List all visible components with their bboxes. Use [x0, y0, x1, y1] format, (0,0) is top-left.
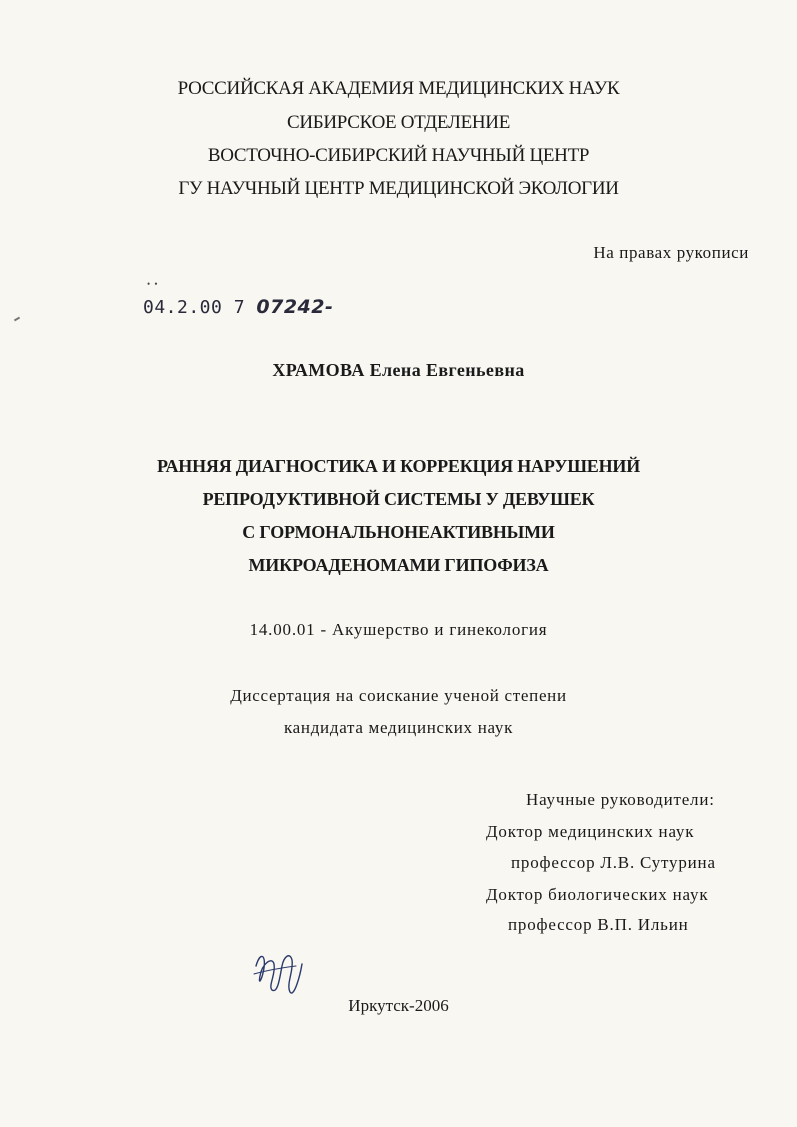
degree-line: кандидата медицинских наук	[283, 718, 514, 737]
institution-line: ВОСТОЧНО-СИБИРСКИЙ НАУЧНЫЙ ЦЕНТР	[207, 145, 590, 166]
title-line: С ГОРМОНАЛЬНОНЕАКТИВНЫМИ	[242, 522, 555, 542]
manuscript-note: На правах рукописи	[593, 243, 749, 262]
archive-number-handwritten: 07242-	[256, 296, 334, 318]
margin-mark	[14, 317, 20, 322]
institution-line: РОССИЙСКАЯ АКАДЕМИЯ МЕДИЦИНСКИХ НАУК	[177, 78, 620, 99]
archive-number	[143, 296, 333, 318]
institution-line: СИБИРСКОЕ ОТДЕЛЕНИЕ	[286, 112, 511, 133]
city-year: Иркутск-2006	[348, 996, 449, 1015]
title-line: РАННЯЯ ДИАГНОСТИКА И КОРРЕКЦИЯ НАРУШЕНИЙ	[157, 456, 640, 476]
title-line: МИКРОАДЕНОМАМИ ГИПОФИЗА	[248, 555, 549, 575]
institution-line: ГУ НАУЧНЫЙ ЦЕНТР МЕДИЦИНСКОЙ ЭКОЛОГИИ	[178, 178, 619, 199]
supervisors-heading: Научные руководители:	[526, 790, 715, 809]
degree-line: Диссертация на соискание ученой степени	[230, 686, 567, 705]
author-name: ХРАМОВА Елена Евгеньевна	[272, 360, 525, 380]
handwritten-signature	[250, 946, 310, 1002]
supervisor-degree: Доктор медицинских наук	[486, 822, 695, 841]
supervisor-name: профессор Л.В. Сутурина	[511, 853, 716, 872]
specialty-code: 14.00.01 - Акушерство и гинекология	[249, 620, 548, 639]
title-line: РЕПРОДУКТИВНОЙ СИСТЕМЫ У ДЕВУШЕК	[202, 489, 595, 509]
supervisor-name: профессор В.П. Ильин	[508, 915, 689, 934]
supervisor-degree: Доктор биологических наук	[486, 885, 709, 904]
archive-number-printed: 04.2.00 7	[143, 297, 246, 318]
archive-stamp-dots: • •	[147, 279, 159, 289]
